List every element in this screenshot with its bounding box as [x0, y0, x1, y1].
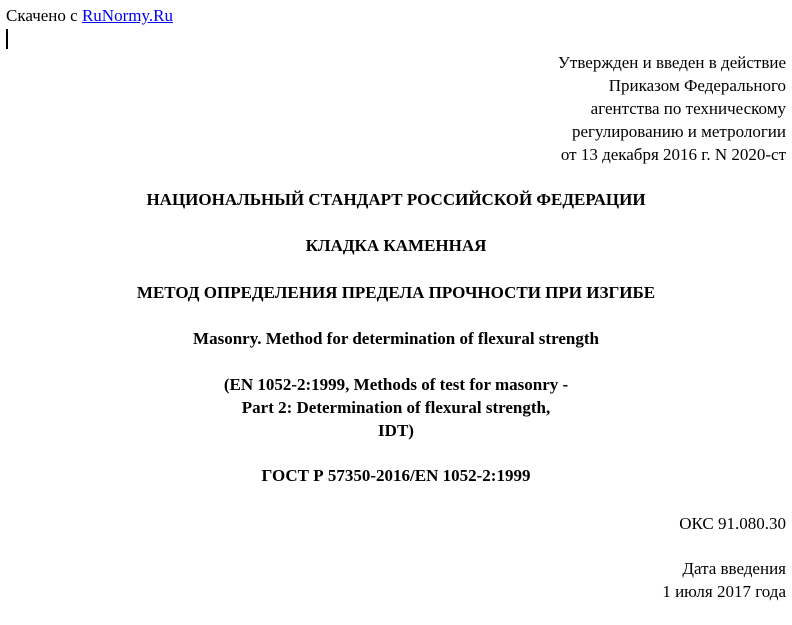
approval-line: Утвержден и введен в действие: [557, 53, 786, 72]
introduction-label: Дата введения: [682, 559, 786, 578]
introduction-date-block: [662, 557, 786, 603]
gost-code: ГОСТ Р 57350-2016/EN 1052-2:1999: [261, 466, 531, 485]
en-reference-line: (EN 1052-2:1999, Methods of test for masonry -: [223, 375, 569, 394]
en-reference-line: Part 2: Determination of flexural strength,: [241, 398, 551, 417]
approval-block: [558, 51, 786, 166]
en-reference-line: IDT): [378, 421, 414, 440]
source-prefix: Скачено с: [6, 6, 82, 25]
runormy-link[interactable]: RuNormy.Ru: [81, 6, 173, 25]
approval-line: агентства по техническому: [590, 99, 786, 118]
approval-line: Приказом Федерального: [608, 76, 786, 95]
introduction-date: 1 июля 2017 года: [662, 582, 786, 601]
source-line: [6, 6, 173, 26]
text-cursor: [6, 29, 8, 49]
english-title: Masonry. Method for determination of flexural strength: [193, 329, 599, 348]
standard-subject: КЛАДКА КАМЕННАЯ: [305, 236, 487, 255]
standard-method-title: МЕТОД ОПРЕДЕЛЕНИЯ ПРЕДЕЛА ПРОЧНОСТИ ПРИ ИЗГИБЕ: [136, 283, 656, 302]
approval-line: от 13 декабря 2016 г. N 2020-ст: [560, 145, 786, 164]
approval-line: регулированию и метрологии: [571, 122, 786, 141]
oks-code: ОКС 91.080.30: [679, 514, 786, 533]
national-standard-title: НАЦИОНАЛЬНЫЙ СТАНДАРТ РОССИЙСКОЙ ФЕДЕРАЦИИ: [146, 190, 646, 209]
en-reference: [0, 373, 792, 442]
